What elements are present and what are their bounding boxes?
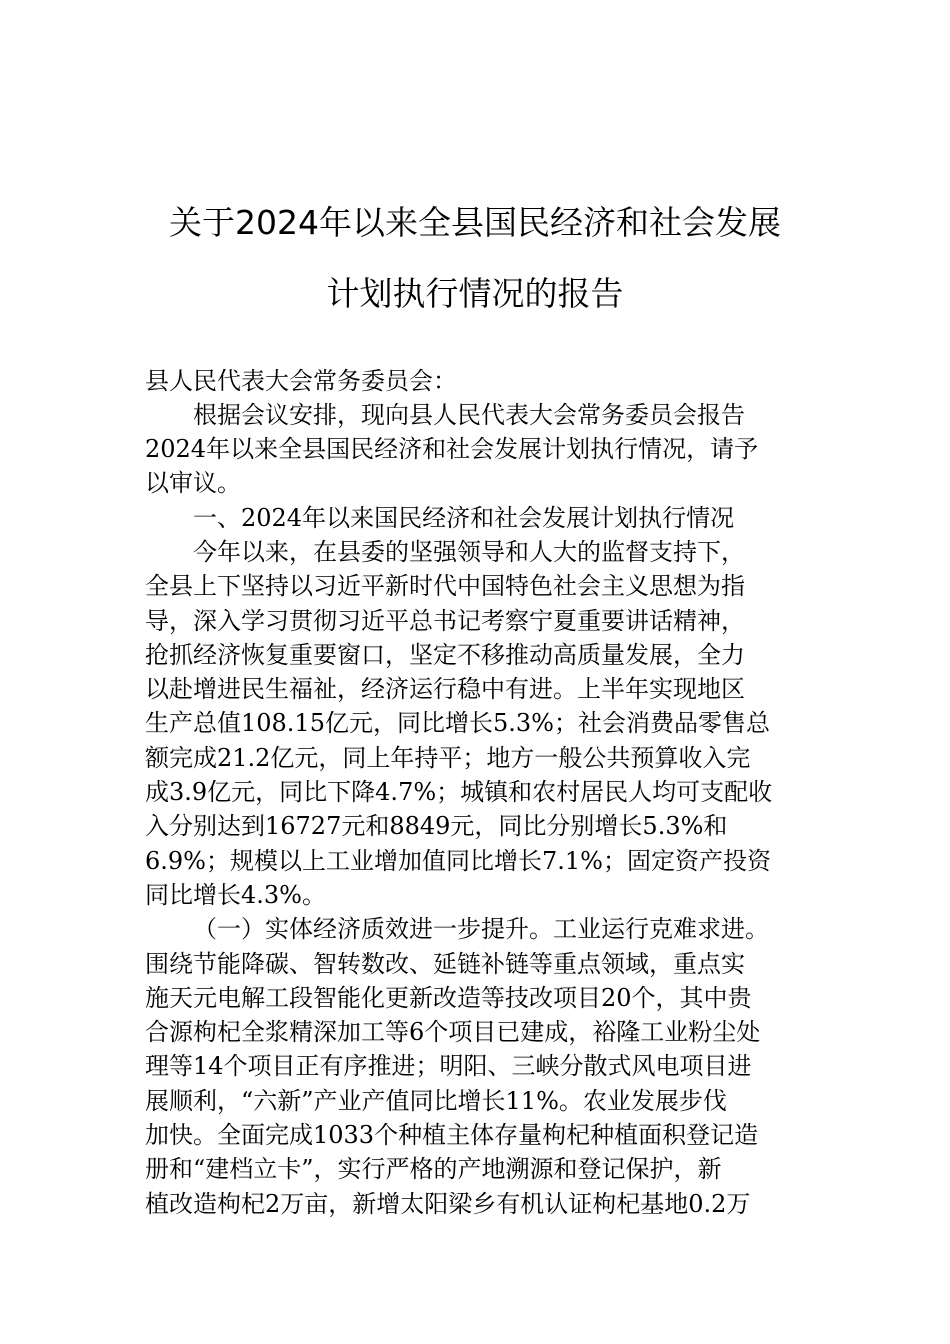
paragraph-line: 全县上下坚持以习近平新时代中国特色社会主义思想为指 [145, 572, 745, 600]
paragraph-line: 展顺利，“六新”产业产值同比增长11%。农业发展步伐 [145, 1087, 727, 1115]
paragraph-line: 同比增长4.3%。 [145, 881, 326, 909]
paragraph-line: 理等14个项目正有序推进；明阳、三峡分散式风电项目进 [145, 1052, 752, 1080]
paragraph-line: 6.9%；规模以上工业增加值同比增长7.1%；固定资产投资 [145, 847, 771, 875]
paragraph-line: 生产总值108.15亿元，同比增长5.3%；社会消费品零售总 [145, 709, 770, 737]
paragraph-line: 施天元电解工段智能化更新改造等技改项目20个，其中贵 [145, 984, 752, 1012]
paragraph-line: 今年以来，在县委的坚强领导和人大的监督支持下， [193, 538, 745, 566]
paragraph-line: 导，深入学习贯彻习近平总书记考察宁夏重要讲话精神， [145, 607, 745, 635]
paragraph-line: 2024年以来全县国民经济和社会发展计划执行情况，请予 [145, 435, 759, 463]
paragraph-line: 围绕节能降碳、智转数改、延链补链等重点领域，重点实 [145, 950, 745, 978]
paragraph-line: 根据会议安排，现向县人民代表大会常务委员会报告 [193, 401, 745, 429]
paragraph-line: 入分别达到16727元和8849元，同比分别增长5.3%和 [145, 812, 728, 840]
paragraph-line: 成3.9亿元，同比下降4.7%；城镇和农村居民人均可支配收 [145, 778, 773, 806]
paragraph-line: （一）实体经济质效进一步提升。工业运行克难求进。 [193, 915, 769, 943]
paragraph-line: 加快。全面完成1033个种植主体存量枸杞种植面积登记造 [145, 1121, 759, 1149]
report-title-line-1: 关于2024年以来全县国民经济和社会发展 [169, 203, 781, 242]
paragraph-line: 以赴增进民生福祉，经济运行稳中有进。上半年实现地区 [145, 675, 745, 703]
section-heading: 一、2024年以来国民经济和社会发展计划执行情况 [193, 504, 735, 532]
paragraph-line: 植改造枸杞2万亩，新增太阳梁乡有机认证枸杞基地0.2万 [145, 1190, 751, 1218]
paragraph-line: 额完成21.2亿元，同上年持平；地方一般公共预算收入完 [145, 744, 751, 772]
report-title-line-2: 计划执行情况的报告 [326, 274, 624, 313]
paragraph-line: 合源枸杞全浆精深加工等6个项目已建成，裕隆工业粉尘处 [145, 1018, 761, 1046]
paragraph-line: 抢抓经济恢复重要窗口，坚定不移推动高质量发展，全力 [145, 641, 745, 669]
paragraph-line: 以审议。 [145, 469, 241, 497]
salutation: 县人民代表大会常务委员会： [145, 367, 457, 395]
paragraph-line: 册和“建档立卡”，实行严格的产地溯源和登记保护，新 [145, 1155, 722, 1183]
